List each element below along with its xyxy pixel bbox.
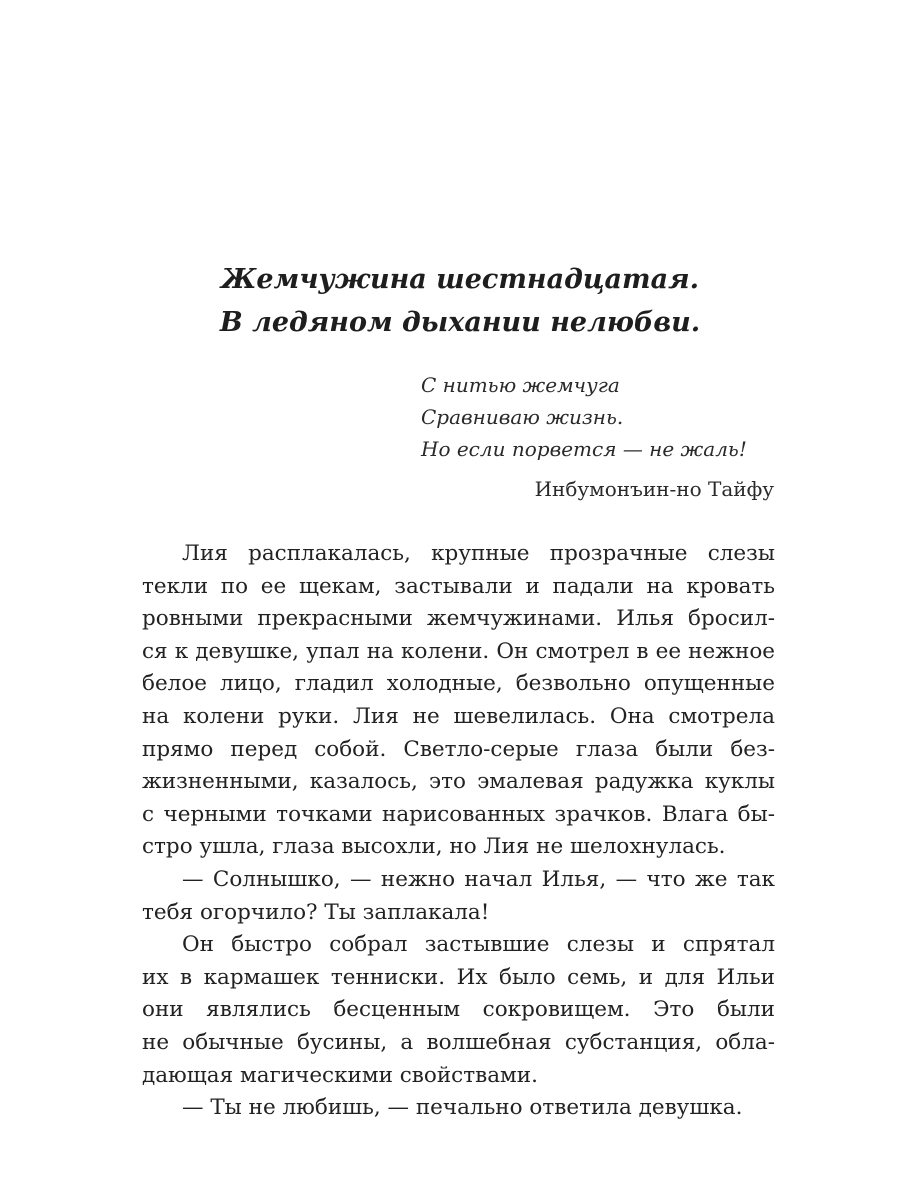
body-line: ровными прекрасными жемчужинами. Илья бросил- <box>142 606 775 632</box>
body-line: на колени руки. Лия не шевелилась. Она смотрела <box>142 703 775 729</box>
body-line: — Солнышко, — нежно начал Илья, — что же так <box>182 866 775 892</box>
epigraph-author: Инбумонъин-но Тайфу <box>534 477 774 501</box>
body-line: ся к девушке, упал на колени. Он смотрел в ее нежное <box>142 638 775 664</box>
body-line: жизненными, казалось, это эмалевая радужка куклы <box>142 769 775 795</box>
body-line: стро ушла, глаза высохли, но Лия не шелохнулась. <box>142 834 726 860</box>
body-line: тебя огорчило? Ты заплакала! <box>142 899 490 925</box>
epigraph <box>421 369 781 465</box>
chapter-title-line-2: В ледяном дыхании нелюбви. <box>219 307 701 338</box>
body-line: текли по ее щекам, застывали и падали на кровать <box>142 573 775 599</box>
body-line: они являлись бесценным сокровищем. Это были <box>142 997 775 1023</box>
chapter-title-line-1: Жемчужина шестнадцатая. <box>220 264 700 295</box>
epigraph-line-1: С нитью жемчуга <box>421 373 620 397</box>
body-line: не обычные бусины, а волшебная субстанция, обла- <box>142 1029 775 1055</box>
body-line: их в кармашек тенниски. Их было семь, и для Ильи <box>142 964 775 990</box>
body-line: белое лицо, гладил холодные, безвольно опущенные <box>142 671 775 697</box>
body-line: дающая магическими свойствами. <box>142 1062 538 1088</box>
body-line: Он быстро собрал застывшие слезы и спрятал <box>182 932 775 958</box>
body-line: — Ты не любишь, — печально ответила девушка. <box>182 1095 743 1121</box>
body-line: прямо перед собой. Светло-серые глаза были без- <box>142 736 775 762</box>
body-line: Лия расплакалась, крупные прозрачные слезы <box>182 541 775 566</box>
body-text <box>142 538 775 1125</box>
epigraph-line-3: Но если порвется — не жаль! <box>421 437 747 461</box>
chapter-title <box>140 258 780 344</box>
epigraph-line-2: Сравниваю жизнь. <box>421 405 624 429</box>
body-line: с черными точками нарисованных зрачков. Влага бы- <box>142 801 775 827</box>
